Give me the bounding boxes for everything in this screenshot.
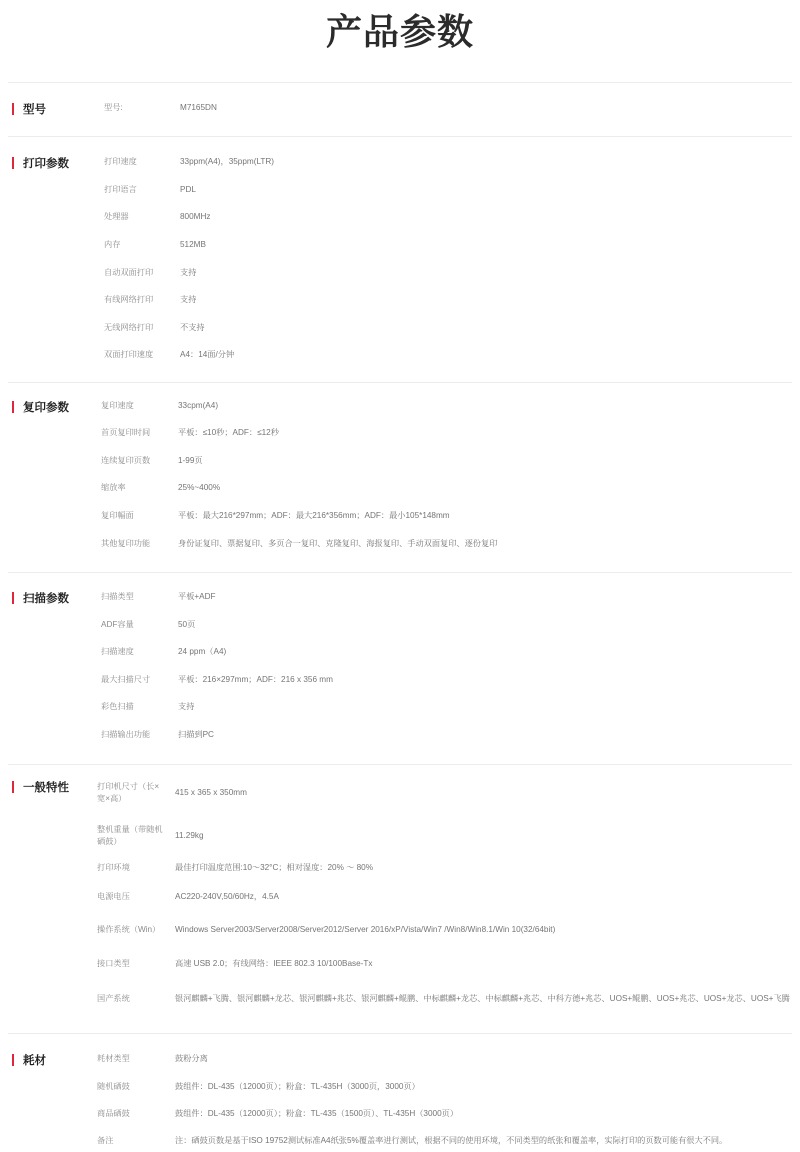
spec-label: 复印幅面 (101, 511, 134, 520)
section-title: 扫描参数 (23, 591, 69, 605)
section-accent-bar (12, 157, 14, 169)
spec-label: 彩色扫描 (101, 702, 134, 711)
section-accent-bar (12, 401, 14, 413)
section-divider (8, 1033, 792, 1034)
spec-label: 备注 (97, 1136, 114, 1145)
spec-label: 打印速度 (104, 157, 137, 166)
section-divider (8, 572, 792, 573)
spec-value: 鼓组件：DL-435（12000页）；粉盒：TL-435（1500页）、TL-435H（3000页） (175, 1109, 459, 1118)
spec-value: 平板+ADF (178, 592, 216, 601)
spec-value: 支持 (180, 295, 197, 304)
spec-value: 33ppm(A4)，35ppm(LTR) (180, 157, 275, 166)
spec-label: 国产系统 (97, 994, 130, 1003)
spec-label: 商品硒鼓 (97, 1109, 130, 1118)
section-accent-bar (12, 1054, 14, 1066)
section-title: 耗材 (23, 1053, 46, 1067)
spec-value: 33cpm(A4) (178, 401, 219, 410)
section-accent-bar (12, 781, 14, 793)
spec-value: 身份证复印、票据复印、多页合一复印、克隆复印、海报复印、手动双面复印、逐份复印 (178, 539, 498, 548)
spec-value: 支持 (178, 702, 195, 711)
spec-value: 注：硒鼓页数是基于ISO 19752测试标准A4纸张5%覆盖率进行测试，根据不同的使用环境，不同类型的纸张和覆盖率，实际打印的页数可能有很大不同。 (175, 1136, 728, 1145)
spec-label: 双面打印速度 (104, 350, 154, 359)
spec-value: 鼓粉分离 (175, 1054, 208, 1063)
section-divider (8, 82, 792, 83)
section-title: 复印参数 (23, 400, 69, 414)
spec-label: 操作系统（Win） (97, 925, 161, 934)
spec-value: 25%~400% (178, 483, 221, 492)
spec-label: 打印环境 (97, 863, 130, 872)
spec-label: 打印语言 (104, 185, 137, 194)
section-header (12, 155, 69, 171)
spec-label: 随机硒鼓 (97, 1082, 130, 1091)
spec-label: 电源电压 (97, 892, 130, 901)
spec-label: 耗材类型 (97, 1054, 130, 1063)
spec-label: 扫描类型 (101, 592, 134, 601)
spec-label: 扫描速度 (101, 647, 134, 656)
section-accent-bar (12, 592, 14, 604)
spec-label: 有线网络打印 (104, 295, 154, 304)
spec-value: M7165DN (180, 103, 217, 112)
spec-label: 连续复印页数 (101, 456, 151, 465)
spec-label: 打印机尺寸（长×宽×高） (97, 782, 160, 803)
spec-value: 最佳打印温度范围:10～32°C；相对湿度：20% ～ 80% (175, 863, 373, 872)
spec-value: 平板：216×297mm；ADF：216 x 356 mm (178, 675, 333, 684)
section-title: 型号 (23, 102, 46, 116)
spec-label: 最大扫描尺寸 (101, 675, 151, 684)
spec-value: 鼓组件：DL-435（12000页）；粉盒：TL-435H（3000页，3000页） (175, 1082, 420, 1091)
spec-label: 型号: (104, 103, 123, 112)
spec-label: 缩放率 (101, 483, 126, 492)
spec-value: 不支持 (180, 323, 205, 332)
spec-label: 整机重量（带随机硒鼓） (97, 825, 163, 846)
spec-value: AC220-240V,50/60Hz，4.5A (175, 892, 279, 901)
spec-value: 高速 USB 2.0；有线网络：IEEE 802.3 10/100Base-Tx (175, 959, 373, 968)
spec-value: 平板：最大216*297mm；ADF：最大216*356mm；ADF：最小105*148mm (178, 511, 450, 520)
spec-value: 平板：≤10秒；ADF：≤12秒 (178, 428, 279, 437)
section-header (12, 399, 69, 415)
spec-value: 扫描到PC (178, 730, 214, 739)
spec-value: 1-99页 (178, 456, 203, 465)
spec-value: Windows Server2003/Server2008/Server2012/Server 2016/xP/Vista/Win7 /Win8/Win8.1/Win 10(32/64bit) (175, 925, 556, 934)
spec-value: 800MHz (180, 212, 211, 221)
spec-label: 复印速度 (101, 401, 134, 410)
section-divider (8, 136, 792, 137)
spec-label: 处理器 (104, 212, 129, 221)
spec-value: 512MB (180, 240, 206, 249)
spec-value: 50页 (178, 620, 196, 629)
section-divider (8, 382, 792, 383)
spec-label: 接口类型 (97, 959, 130, 968)
spec-label: 首页复印时间 (101, 428, 151, 437)
spec-value: A4：14面/分钟 (180, 350, 235, 359)
spec-value: 11.29kg (175, 831, 204, 840)
spec-value: PDL (180, 185, 196, 194)
section-divider (8, 764, 792, 765)
section-header (12, 1052, 46, 1068)
spec-label: 其他复印功能 (101, 539, 151, 548)
section-title: 打印参数 (23, 156, 69, 170)
spec-label: 无线网络打印 (104, 323, 154, 332)
spec-value: 24 ppm（A4) (178, 647, 227, 656)
section-header (12, 590, 69, 606)
spec-label: ADF容量 (101, 620, 134, 629)
spec-label: 扫描输出功能 (101, 730, 151, 739)
page-title: 产品参数 (325, 12, 474, 53)
section-header (12, 779, 69, 795)
spec-label: 自动双面打印 (104, 268, 154, 277)
spec-value: 415 x 365 x 350mm (175, 788, 247, 797)
spec-label: 内存 (104, 240, 121, 249)
spec-value: 银河麒麟+飞腾、银河麒麟+龙芯、银河麒麟+兆芯、银河麒麟+鲲鹏、中标麒麟+龙芯、中标麒麟+兆芯、中科方德+兆芯、UOS+鲲鹏、UOS+兆芯、UOS+龙芯、UOS+飞腾 (175, 994, 790, 1003)
section-accent-bar (12, 103, 14, 115)
spec-value: 支持 (180, 268, 197, 277)
section-title: 一般特性 (23, 780, 69, 794)
section-header (12, 101, 46, 117)
